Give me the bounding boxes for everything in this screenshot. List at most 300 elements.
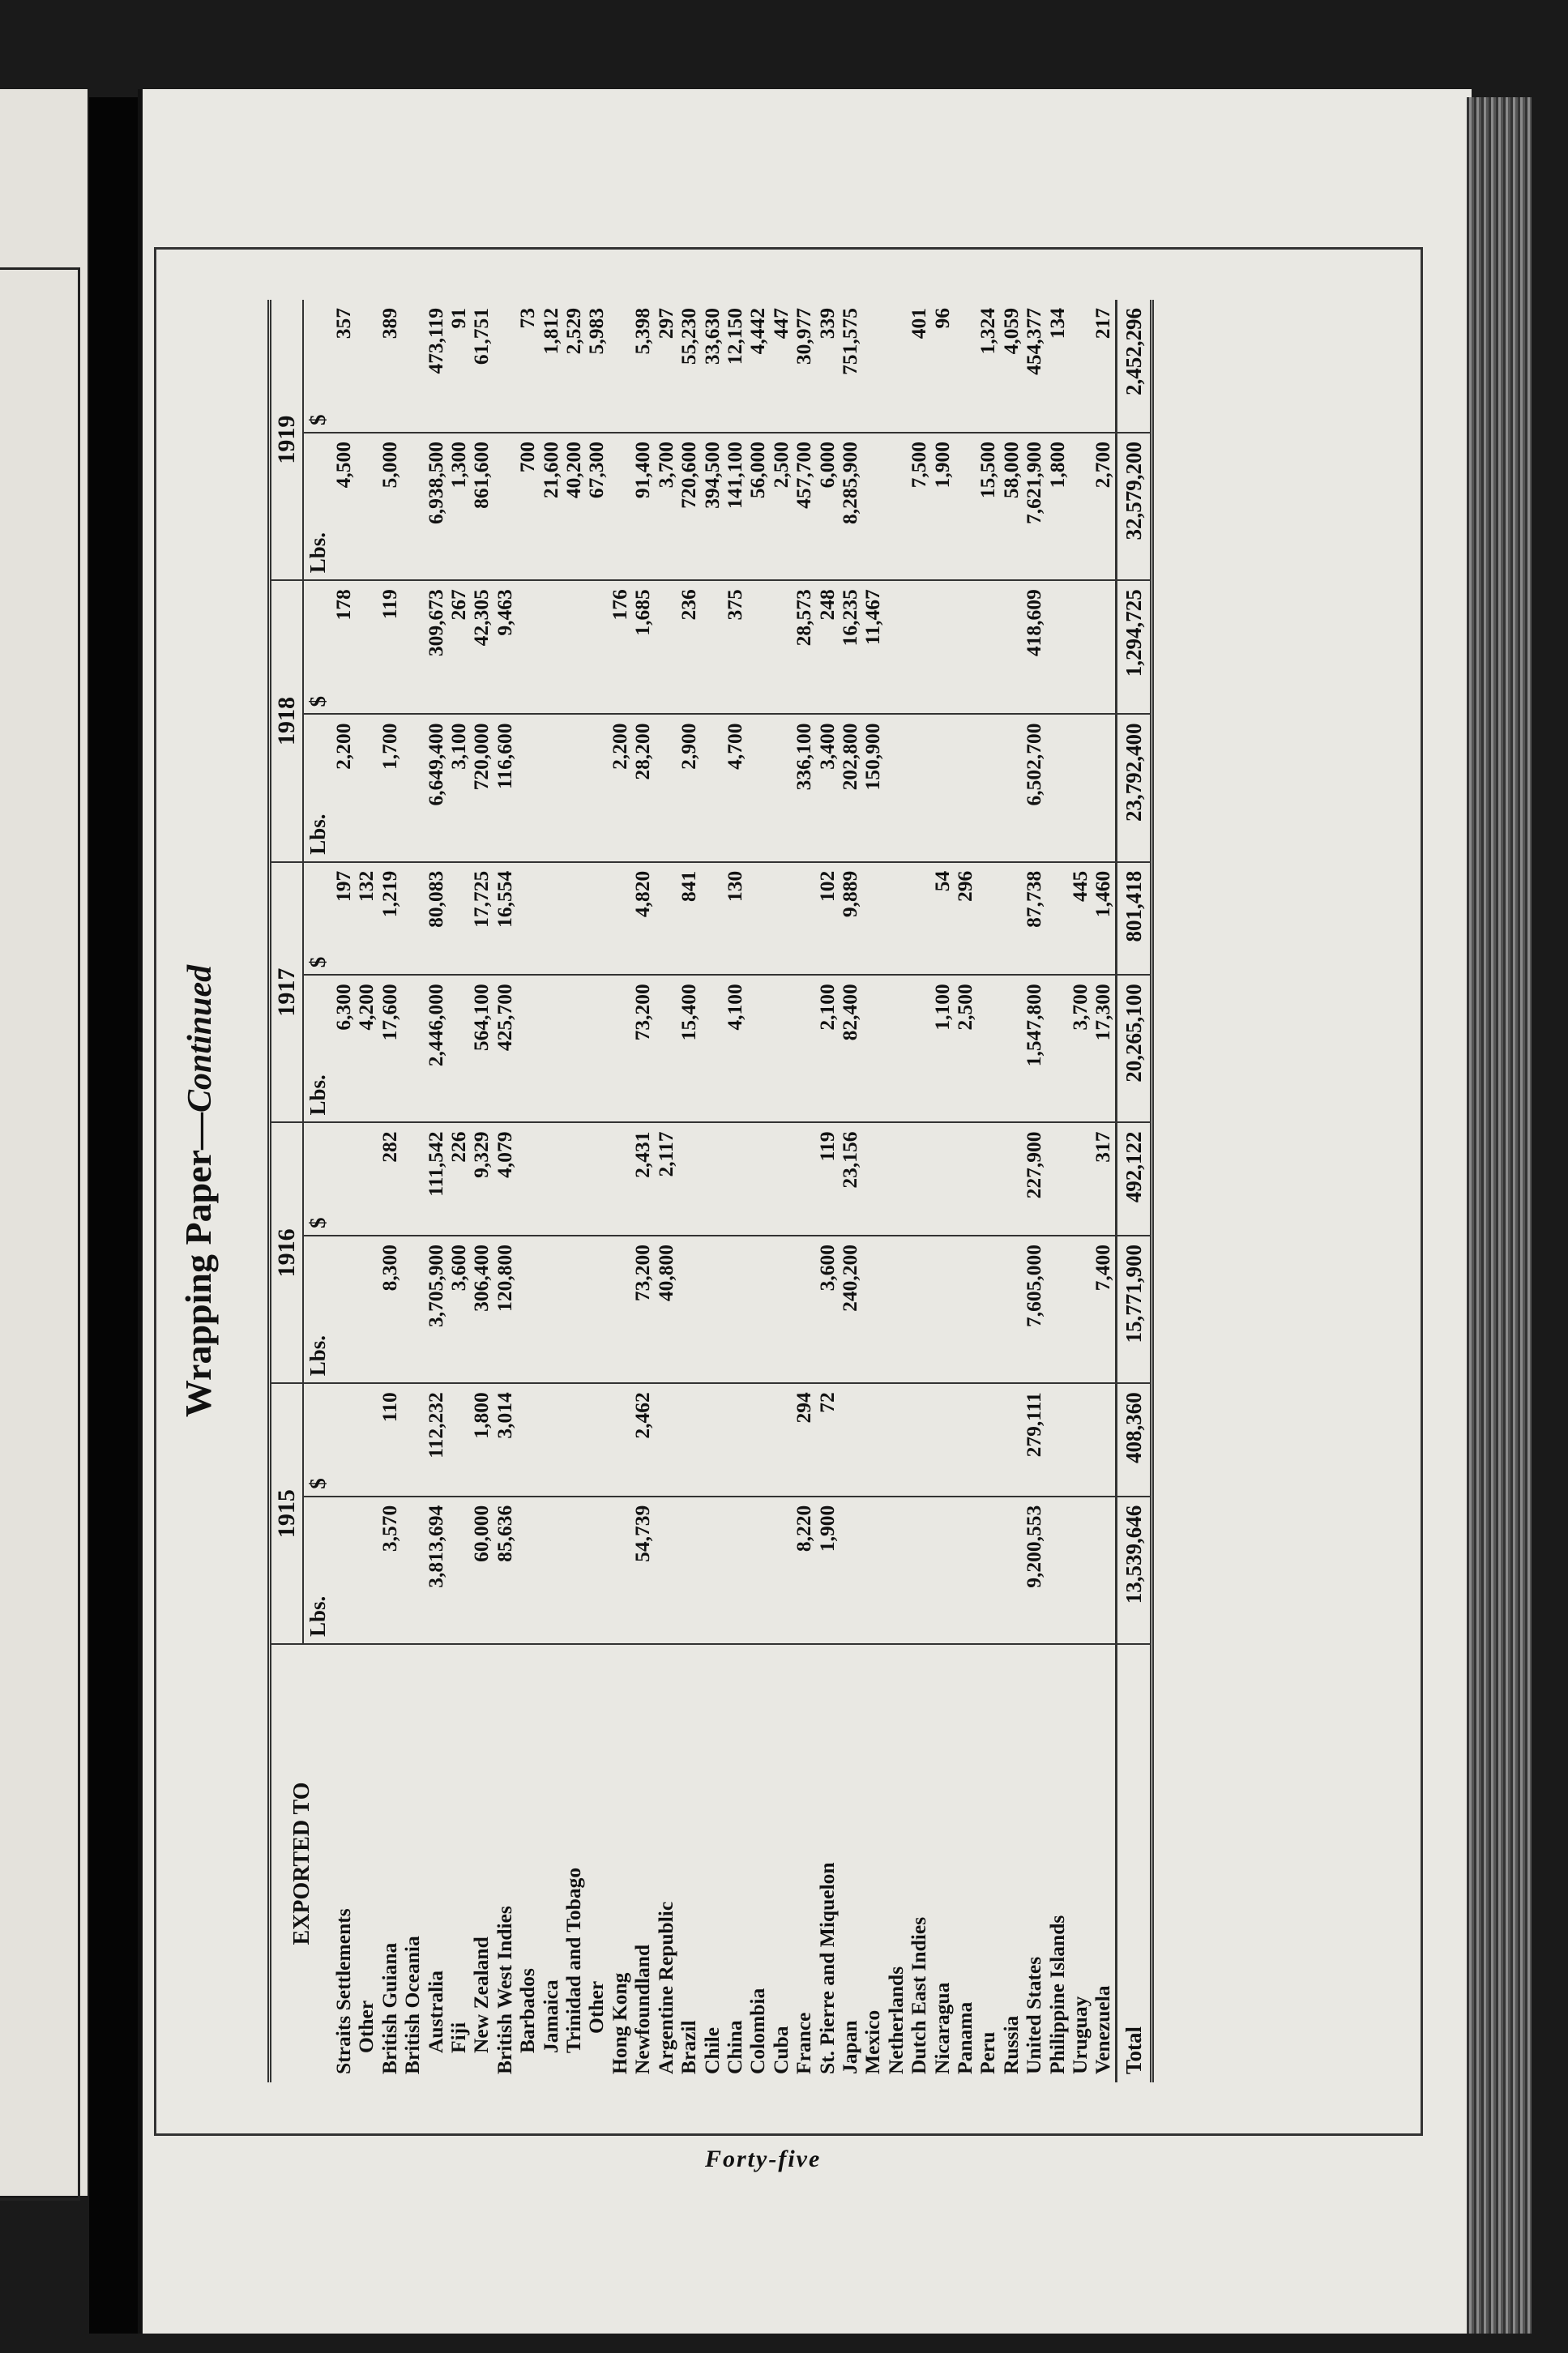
lbs-cell: 5,000 [378,433,401,580]
dollar-cell: 178 [332,580,355,714]
dollar-cell [793,1123,815,1236]
lbs-cell [677,1236,700,1383]
dollar-cell: 2,117 [655,1123,677,1236]
dollar-cell: 1,685 [631,580,654,714]
total-lbs-cell: 15,771,900 [1116,1236,1151,1383]
country-cell: Russia [998,2015,1023,2074]
lbs-cell: 2,200 [609,714,631,861]
dollar-cell [609,300,631,433]
year-header-1917: 1917 [270,862,304,1123]
country-cell: Uruguay [1068,1996,1092,2074]
table-row [724,300,746,2082]
header-exported-to: EXPORTED TO [288,1782,314,1945]
rotated-content [162,267,1410,2115]
dollar-cell [1069,300,1092,433]
dollar-cell: 296 [954,862,976,975]
lbs-cell: 67,300 [585,433,608,580]
lbs-cell [516,714,539,861]
table-row [355,300,378,2082]
table-row [976,300,999,2082]
lbs-cell [447,1497,470,1644]
country-cell: United States [1022,1956,1046,2074]
dollar-cell: 3,014 [493,1383,516,1496]
lbs-cell [1000,975,1023,1122]
dollar-cell [976,1383,999,1496]
country-cell: Argentine Republic [653,1901,677,2074]
country-cell: Japan [837,2020,861,2074]
country-cell: Panama [952,2001,976,2074]
lbs-cell: 120,800 [493,1236,516,1383]
dollar-cell: 279,111 [1023,1383,1045,1496]
dollar-cell [1092,580,1116,714]
lbs-cell: 2,700 [1092,433,1116,580]
dollar-cell [401,1383,424,1496]
dollar-cell [931,1123,954,1236]
lbs-cell [1046,975,1069,1122]
dollar-cell: 1,324 [976,300,999,433]
dollar-cell: 4,820 [631,862,654,975]
dollar-header: $ [303,1123,332,1236]
lbs-cell: 394,500 [701,433,724,580]
lbs-cell [516,1497,539,1644]
dollar-cell [562,1383,585,1496]
title-main: Wrapping Paper— [177,1112,219,1418]
total-lbs-cell: 13,539,646 [1116,1497,1151,1644]
dollar-cell: 267 [447,580,470,714]
country-cell: Australia [423,1971,447,2053]
table-row [378,300,401,2082]
country-cell: Peru [976,2031,1000,2074]
dollar-cell: 2,462 [631,1383,654,1496]
lbs-cell: 116,600 [493,714,516,861]
dollar-cell [540,862,562,975]
table-row [701,300,724,2082]
country-cell: Jamaica [538,1979,562,2053]
dollar-cell [839,1383,861,1496]
lbs-cell [746,975,769,1122]
lbs-cell [839,1497,861,1644]
dollar-cell [770,1123,793,1236]
dollar-cell [976,862,999,975]
dollar-cell [609,1123,631,1236]
lbs-cell [540,1236,562,1383]
country-cell: Straits Settlements [331,1908,355,2074]
lbs-cell: 15,500 [976,433,999,580]
lbs-cell [1069,1236,1092,1383]
dollar-cell: 841 [677,862,700,975]
dollar-cell: 72 [816,1383,839,1496]
dollar-cell [516,580,539,714]
dollar-cell [401,580,424,714]
dollar-cell [954,1383,976,1496]
country-cell: St. Pierre and Miquelon [814,1862,839,2074]
dollar-cell: 11,467 [861,580,884,714]
facing-page-frame [0,267,80,2201]
lbs-cell: 3,600 [447,1236,470,1383]
lbs-cell [954,714,976,861]
lbs-cell [908,975,930,1122]
dollar-cell: 54 [931,862,954,975]
dollar-cell: 4,059 [1000,300,1023,433]
table-row [516,300,539,2082]
dollar-cell: 454,377 [1023,300,1045,433]
total-lbs-cell: 23,792,400 [1116,714,1151,861]
lbs-cell [931,714,954,861]
dollar-cell [885,1123,908,1236]
table-row [1069,300,1092,2082]
lbs-cell [1092,714,1116,861]
dollar-cell [1000,1383,1023,1496]
lbs-cell [1000,1236,1023,1383]
lbs-cell [332,1236,355,1383]
dollar-cell: 418,609 [1023,580,1045,714]
dollar-cell [746,1123,769,1236]
lbs-cell [562,975,585,1122]
dollar-cell [609,1383,631,1496]
dollar-cell [1046,1383,1069,1496]
lbs-cell [908,1497,930,1644]
lbs-header: Lbs. [303,1497,332,1644]
total-lbs-cell: 20,265,100 [1116,975,1151,1122]
lbs-cell: 1,900 [931,433,954,580]
lbs-cell [609,975,631,1122]
lbs-cell [1046,1236,1069,1383]
lbs-cell: 425,700 [493,975,516,1122]
dollar-cell [724,1123,746,1236]
lbs-cell [677,1497,700,1644]
lbs-cell: 3,813,694 [425,1497,447,1644]
lbs-cell: 306,400 [470,1236,493,1383]
dollar-cell [677,1383,700,1496]
dollar-cell [701,1383,724,1496]
dollar-cell [746,1383,769,1496]
dollar-cell: 61,751 [470,300,493,433]
dollar-cell [701,1123,724,1236]
lbs-cell [793,1236,815,1383]
dollar-cell [885,1383,908,1496]
lbs-cell: 7,621,900 [1023,433,1045,580]
lbs-cell: 6,938,500 [425,433,447,580]
lbs-cell: 700 [516,433,539,580]
lbs-cell [1046,714,1069,861]
table-row [425,300,447,2082]
table-body [332,300,1152,2082]
lbs-header: Lbs. [303,1236,332,1383]
table-row [631,300,654,2082]
dollar-cell: 16,235 [839,580,861,714]
lbs-cell [701,1497,724,1644]
country-cell: Other [354,2000,378,2053]
country-cell: Nicaragua [929,1982,954,2074]
dollar-cell: 389 [378,300,401,433]
dollar-cell [1069,580,1092,714]
dollar-cell [793,862,815,975]
lbs-cell [770,975,793,1122]
lbs-cell [585,1497,608,1644]
lbs-cell [976,975,999,1122]
lbs-cell [562,1497,585,1644]
dollar-cell: 130 [724,862,746,975]
dollar-cell: 1,812 [540,300,562,433]
country-cell: British Oceania [400,1936,425,2074]
lbs-cell: 1,700 [378,714,401,861]
lbs-cell: 240,200 [839,1236,861,1383]
lbs-cell [401,975,424,1122]
lbs-cell [885,1497,908,1644]
lbs-cell [861,975,884,1122]
lbs-cell: 82,400 [839,975,861,1122]
lbs-cell [770,1497,793,1644]
lbs-cell: 1,800 [1046,433,1069,580]
dollar-cell [908,1123,930,1236]
dollar-cell [355,580,378,714]
dollar-cell [401,862,424,975]
lbs-cell: 40,200 [562,433,585,580]
dollar-cell [954,1123,976,1236]
dollar-cell: 282 [378,1123,401,1236]
dollar-cell [770,580,793,714]
dollar-cell [1069,1383,1092,1496]
table-row [954,300,976,2082]
lbs-cell [401,433,424,580]
country-cell: Other [584,1980,609,2034]
dollar-cell: 119 [378,580,401,714]
dollar-cell: 317 [1092,1123,1116,1236]
dollar-cell: 17,725 [470,862,493,975]
country-cell: Venezuela [1091,1985,1115,2074]
table-row [931,300,954,2082]
dollar-cell [746,862,769,975]
page-edges [1467,97,1532,2334]
lbs-cell [355,714,378,861]
lbs-cell [516,975,539,1122]
table-row [861,300,884,2082]
dollar-cell: 176 [609,580,631,714]
lbs-cell [562,714,585,861]
lbs-cell: 2,500 [954,975,976,1122]
table-row [332,300,355,2082]
table-row [839,300,861,2082]
dollar-cell: 227,900 [1023,1123,1045,1236]
dollar-cell [861,1383,884,1496]
table-row [609,300,631,2082]
dollar-cell: 2,529 [562,300,585,433]
dollar-cell: 473,119 [425,300,447,433]
lbs-cell [954,1497,976,1644]
dollar-cell: 30,977 [793,300,815,433]
country-cell: British Guiana [377,1942,401,2074]
lbs-cell: 1,100 [931,975,954,1122]
table-row [885,300,908,2082]
lbs-cell: 73,200 [631,1236,654,1383]
export-table [267,300,1154,2082]
dollar-cell [861,862,884,975]
dollar-cell: 112,232 [425,1383,447,1496]
dollar-cell [655,1383,677,1496]
lbs-cell [770,1236,793,1383]
lbs-cell [655,1497,677,1644]
dollar-cell [562,1123,585,1236]
lbs-cell: 150,900 [861,714,884,861]
country-cell: Barbados [515,1968,540,2053]
table-row [540,300,562,2082]
lbs-cell [746,1497,769,1644]
dollar-cell [332,1383,355,1496]
lbs-cell: 1,300 [447,433,470,580]
lbs-cell: 17,300 [1092,975,1116,1122]
dollar-cell: 119 [816,1123,839,1236]
year-header-1915: 1915 [270,1383,304,1644]
lbs-cell [1046,1497,1069,1644]
dollar-cell: 226 [447,1123,470,1236]
dollar-cell [724,1383,746,1496]
lbs-cell: 9,200,553 [1023,1497,1045,1644]
lbs-cell [355,1497,378,1644]
lbs-header: Lbs. [303,975,332,1122]
lbs-cell: 85,636 [493,1497,516,1644]
dollar-cell: 111,542 [425,1123,447,1236]
dollar-cell [447,1383,470,1496]
lbs-cell [609,433,631,580]
lbs-cell [885,1236,908,1383]
lbs-cell: 6,502,700 [1023,714,1045,861]
table-row [908,300,930,2082]
dollar-cell [562,862,585,975]
table-row [677,300,700,2082]
dollar-cell [885,862,908,975]
lbs-cell [885,433,908,580]
country-cell: China [722,2020,746,2074]
dollar-cell [540,1123,562,1236]
dollar-cell [677,1123,700,1236]
lbs-cell: 1,547,800 [1023,975,1045,1122]
dollar-cell [585,1383,608,1496]
lbs-cell [724,1497,746,1644]
dollar-cell: 87,738 [1023,862,1045,975]
lbs-cell: 2,446,000 [425,975,447,1122]
lbs-cell [746,1236,769,1383]
lbs-cell [355,1236,378,1383]
dollar-cell: 28,573 [793,580,815,714]
country-cell: Colombia [746,1988,770,2074]
lbs-cell [401,1497,424,1644]
country-cell: Philippine Islands [1045,1915,1069,2074]
dollar-cell [908,862,930,975]
country-cell: Chile [699,2026,724,2074]
lbs-cell [976,714,999,861]
dollar-cell: 4,442 [746,300,769,433]
title-continued: Continued [182,964,219,1112]
lbs-cell: 336,100 [793,714,815,861]
lbs-cell: 17,600 [378,975,401,1122]
dollar-cell [1046,1123,1069,1236]
dollar-cell: 102 [816,862,839,975]
table-row [562,300,585,2082]
dollar-cell: 217 [1092,300,1116,433]
dollar-cell: 1,800 [470,1383,493,1496]
lbs-cell [401,1236,424,1383]
table-row [746,300,769,2082]
table-row [816,300,839,2082]
lbs-cell [724,1236,746,1383]
dollar-header: $ [303,1383,332,1496]
lbs-cell: 720,600 [677,433,700,580]
lbs-cell: 3,700 [1069,975,1092,1122]
dollar-cell: 80,083 [425,862,447,975]
table-row [655,300,677,2082]
dollar-cell [655,862,677,975]
country-cell: Newfoundland [630,1944,655,2074]
lbs-cell [701,714,724,861]
dollar-cell: 357 [332,300,355,433]
dollar-header: $ [303,580,332,714]
dollar-cell [540,580,562,714]
dollar-cell [355,1123,378,1236]
total-dollar-cell: 2,452,296 [1116,300,1151,433]
dollar-cell [701,862,724,975]
lbs-cell [1069,433,1092,580]
dollar-cell: 91 [447,300,470,433]
dollar-cell: 236 [677,580,700,714]
dollar-cell: 5,983 [585,300,608,433]
lbs-cell: 564,100 [470,975,493,1122]
dollar-cell: 294 [793,1383,815,1496]
lbs-cell: 3,570 [378,1497,401,1644]
dollar-cell [770,1383,793,1496]
country-cell: Fiji [446,2022,471,2053]
dollar-cell [562,580,585,714]
lbs-cell [609,1497,631,1644]
lbs-cell [770,714,793,861]
table-row [447,300,470,2082]
lbs-cell: 4,700 [724,714,746,861]
country-cell: Cuba [768,2026,793,2074]
table-row [793,300,815,2082]
dollar-cell [885,300,908,433]
lbs-cell: 4,500 [332,433,355,580]
lbs-cell [1000,1497,1023,1644]
dollar-cell: 401 [908,300,930,433]
lbs-cell: 91,400 [631,433,654,580]
lbs-header: Lbs. [303,433,332,580]
lbs-cell [746,714,769,861]
lbs-cell [931,1236,954,1383]
lbs-cell [1092,1497,1116,1644]
dollar-cell [401,1123,424,1236]
year-header-1918: 1918 [270,580,304,861]
lbs-cell [401,714,424,861]
lbs-cell [954,433,976,580]
table-row [470,300,493,2082]
table-row [401,300,424,2082]
dollar-cell: 447 [770,300,793,433]
lbs-cell: 60,000 [470,1497,493,1644]
lbs-cell [355,433,378,580]
lbs-cell: 28,200 [631,714,654,861]
table-row [585,300,608,2082]
table-row [1046,300,1069,2082]
lbs-cell: 141,100 [724,433,746,580]
dollar-cell [954,580,976,714]
dollar-cell [585,862,608,975]
dollar-cell: 248 [816,580,839,714]
lbs-cell [540,975,562,1122]
dollar-cell [908,1383,930,1496]
lbs-cell: 6,300 [332,975,355,1122]
dollar-cell [976,1123,999,1236]
lbs-cell [585,1236,608,1383]
country-cell: Brazil [677,2020,701,2074]
